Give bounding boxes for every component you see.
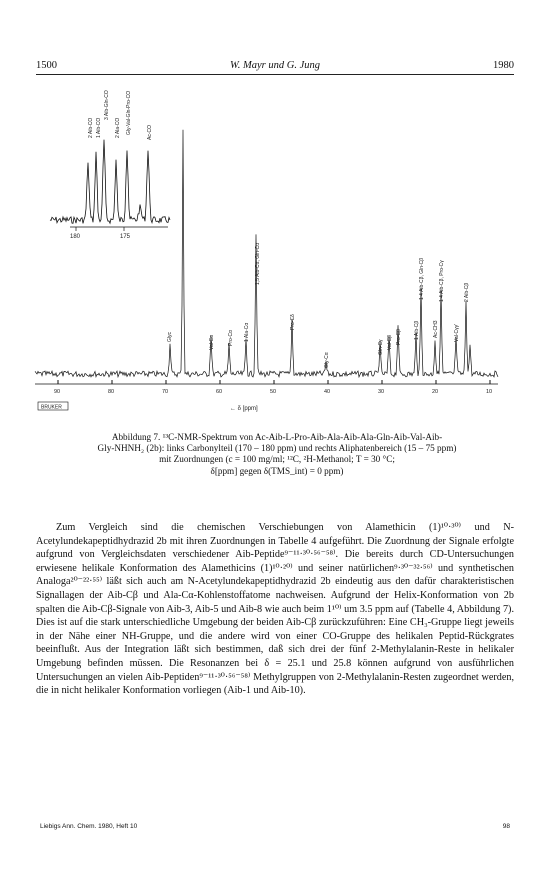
caption-line: Abbildung 7. ¹³C-NMR-Spektrum von Ac-Aib-L-Pro-Aib-Ala-Aib-Ala-Gln-Aib-Val-Aib- bbox=[111, 432, 443, 442]
caption-line: mit Zuordnungen (c = 100 mg/ml; ¹²C, ²H-Methanol; T = 30 °C; bbox=[159, 454, 395, 465]
peak-label: 1 Aib-Cβ bbox=[414, 320, 420, 340]
caption-line: δ[ppm] gegen δ(TMS_int) = 0 ppm) bbox=[210, 465, 344, 476]
carbonyl-inset bbox=[50, 90, 170, 240]
peak-label: 1 4 Aib-Cβ, Pro-Cγ bbox=[439, 260, 445, 302]
peak-label: 2 Aib-CO bbox=[88, 117, 94, 138]
peak-label: 1 4 Aib-Cβ, Gln-Cβ bbox=[419, 257, 425, 300]
tick-label: 60 bbox=[216, 389, 223, 395]
peak-label: Gln-Cγ bbox=[378, 339, 384, 355]
tick-label: 40 bbox=[324, 389, 331, 395]
peak-label: Ac-CH3 bbox=[433, 320, 439, 338]
figure-caption bbox=[44, 432, 510, 477]
peak-label: Val-Cγγ' bbox=[454, 323, 460, 342]
inset-tick-label: 175 bbox=[120, 234, 131, 240]
peak-label: 1 Aib-CO bbox=[96, 117, 102, 138]
tick-label: 30 bbox=[378, 389, 385, 395]
body-text bbox=[36, 521, 514, 698]
peak-label: Glyc bbox=[167, 332, 173, 342]
journal-citation: Liebigs Ann. Chem. 1980, Heft 10 bbox=[40, 823, 138, 830]
nmr-spectrum-figure bbox=[30, 80, 520, 420]
peak-label: 2 Aib-Cβ bbox=[464, 282, 470, 302]
peak-label: Val-Cα bbox=[209, 334, 215, 350]
paragraph: Zum Vergleich sind die chemischen Verschiebungen von Alamethicin (1)¹⁰·³⁰⁾ und N-Acetylundekapeptidhydrazid 2b mit ihren Zuordnungen in Tabelle 4 aufgeführt. Die Zuordnung der Signale erfolgte aufgrund von Vergleichsdaten verschiedener Aib-Peptide⁹⁻¹¹·³⁰·⁵⁶⁻⁵⁸⁾. Die bereits durch CD-Untersuchungen erwiesene helikale Konformation des Alamethicins (1)¹⁰·²⁰⁾ und seiner natürlichen⁹·³⁰⁻³²·⁵⁶⁾ und synthetischen Analoga²⁰⁻²²·⁵⁵⁾ läßt sich auch am N-Acetylundekapeptidhydrazid 2b eindeutig aus den dafür charakteristischen Signallagen der Aib-Cβ und Ala-Cα-Kohlenstoffatome nachweisen. Aufgrund der Helix-Konformation von 2b spalten die Aib-Cβ-Signale von Aib-3, Aib-5 und Aib-8 wie auch beim 1¹⁰⁾ um 3.5 ppm auf (Tabelle 4, Abbildung 7). Dies ist auf die stark unterschiedliche Umgebung der beiden Aib-Cβ zurückzuführen: Eine CH₃-Gruppe liegt jeweils in der Nähe einer NH-Gruppe, und die andere wird von einer CO-Gruppe des helikalen Peptid-Rückgrates beeinflußt. Aus der Integration läßt sich bestimmen, daß sich drei der fünf 2-Methylalanin-Reste in helikaler Umgebung befinden müssen. Die Resonanzen bei δ = 25.1 und 25.8 können aufgrund von ausführlichen Untersuchungen an vielen Aib-Peptiden⁹⁻¹¹·³⁰·⁵⁶⁻⁵⁸⁾ Methylgruppen von 2-Methylalanin-Resten zugeordnet werden, die in nicht helikaler Konformation vorliegen (Aib-1 und Aib-10). bbox=[36, 522, 514, 697]
authors: W. Mayr und G. Jung bbox=[229, 60, 321, 71]
peak-label: 1 Ala-Cα bbox=[244, 322, 250, 342]
tick-label: 50 bbox=[270, 389, 277, 395]
page-footer bbox=[36, 823, 514, 835]
inset-tick-label: 180 bbox=[70, 234, 81, 240]
instrument-label: BRUKER bbox=[41, 404, 62, 411]
peak-label: Pro-Cβ bbox=[396, 329, 402, 345]
year: 1980 bbox=[493, 60, 514, 71]
inset-trace bbox=[50, 140, 170, 224]
tick-label: 70 bbox=[162, 389, 169, 395]
peak-label: 2 Ala-CO bbox=[115, 117, 121, 138]
peak-label: Pro-Cδ bbox=[290, 314, 296, 330]
header-rule bbox=[36, 74, 514, 75]
peak-label: 1,5 Aib-Cα, Gln-Cα bbox=[255, 242, 261, 285]
peak-label: Val-Cβ bbox=[387, 334, 393, 350]
peak-label: 3 Aib-Gln-CO bbox=[104, 90, 110, 120]
tick-label: 80 bbox=[108, 389, 115, 395]
caption-line: Gly-NHNH₂ (2b): links Carbonylteil (170 – 180 ppm) und rechts Aliphatenbereich (15 – 75 ppm) bbox=[97, 443, 457, 454]
axis-label: ← δ [ppm] bbox=[230, 406, 258, 412]
tick-label: 10 bbox=[486, 389, 493, 395]
tick-label: 90 bbox=[54, 389, 61, 395]
running-header bbox=[36, 60, 514, 74]
page-code: 98 bbox=[502, 823, 510, 830]
tick-label: 20 bbox=[432, 389, 439, 395]
peak-label: Gly-Val-Gln-Pro-CO bbox=[126, 90, 132, 135]
peak-label: Ac-CO bbox=[147, 125, 153, 140]
main-ticks bbox=[58, 380, 490, 384]
peak-label: Pro-Cα bbox=[228, 330, 234, 346]
page-number: 1500 bbox=[36, 60, 57, 71]
main-trace bbox=[35, 130, 498, 377]
peak-label: Gly-Cα bbox=[324, 352, 330, 368]
aliphatic-region bbox=[35, 130, 498, 412]
